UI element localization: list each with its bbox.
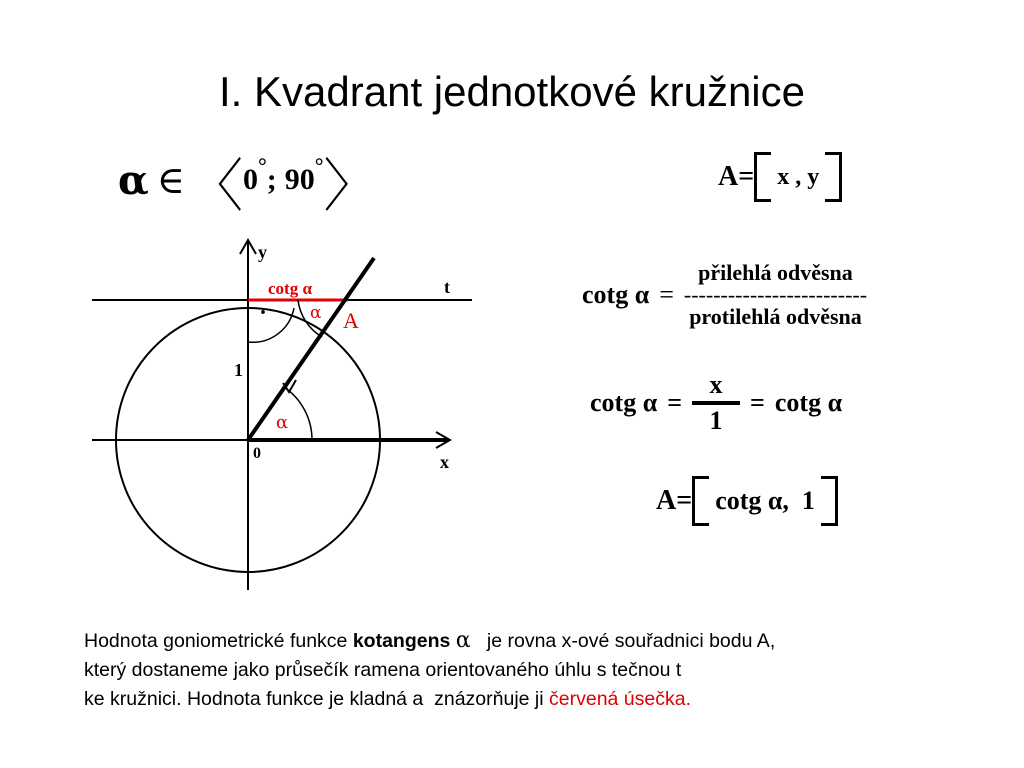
paragraph-text-3: ke kružnici. Hodnota funkce je kladná a znázorňuje ji xyxy=(84,688,550,710)
formula1-lhs: cotg α xyxy=(582,280,650,309)
unit-length-label: 1 xyxy=(234,360,243,380)
explanation-paragraph xyxy=(84,626,1004,714)
cotg-definition-formula xyxy=(582,262,867,328)
slide-title: I. Kvadrant jednotkové kružnice xyxy=(219,68,805,115)
cotg-value-formula xyxy=(590,372,842,434)
coord-bottom-content: cotg α, 1 xyxy=(715,486,815,515)
coord-prefix: A= xyxy=(718,161,755,192)
paragraph-line-1 xyxy=(84,626,1004,656)
formula2-numerator: x xyxy=(709,370,723,399)
origin-label: 0 xyxy=(253,445,261,462)
alpha-symbol: α xyxy=(118,156,149,204)
formula1-denominator: protilehlá odvěsna xyxy=(689,304,862,329)
formula2-equals-2: = xyxy=(750,388,765,417)
alpha-label-top: α xyxy=(310,303,322,323)
formula1-dashes: ------------------------- xyxy=(683,282,868,307)
formula1-numerator: přilehlá odvěsna xyxy=(698,260,853,285)
coord-content: x , y xyxy=(777,163,820,190)
right-angle-dot: · xyxy=(259,300,268,326)
degree-symbol-high: ° xyxy=(314,153,324,178)
formula2-rhs: cotg α xyxy=(774,388,843,417)
paragraph-alpha: α xyxy=(455,628,471,653)
red-segment-text: červená úsečka. xyxy=(549,688,692,710)
x-axis-label: x xyxy=(440,452,449,472)
interval-close-bracket: 〉 xyxy=(323,153,376,220)
point-a-label: A xyxy=(343,308,359,333)
formula1-fraction xyxy=(684,262,867,328)
paragraph-line-3 xyxy=(84,685,1004,714)
element-of-symbol: ∈ xyxy=(156,158,185,202)
formula1-equals: = xyxy=(659,280,674,309)
interval-high: 90 xyxy=(284,163,315,196)
point-a-coordinates-bottom xyxy=(656,476,838,526)
bracket-left-bottom xyxy=(692,476,709,526)
formula2-fraction xyxy=(692,372,740,434)
interval-separator: ; xyxy=(266,163,277,196)
paragraph-text-2: je rovna x-ové souřadnici bodu A, xyxy=(470,630,776,652)
angle-arc-bottom xyxy=(284,387,312,440)
formula2-fraction-bar xyxy=(692,401,740,405)
degree-symbol-low: ° xyxy=(257,153,267,178)
alpha-label-bottom: α xyxy=(276,412,289,433)
coord-bottom-prefix: A= xyxy=(656,485,693,516)
formula2-denominator: 1 xyxy=(709,406,723,435)
interval-low: 0 xyxy=(242,163,258,196)
paragraph-text-1: Hodnota goniometrické funkce xyxy=(84,630,353,652)
interval-open-bracket: 〈 xyxy=(190,153,243,220)
kotangens-bold: kotangens xyxy=(352,630,451,652)
cotg-label: cotg α xyxy=(268,279,312,298)
y-axis-label: y xyxy=(258,242,267,262)
bracket-right-bottom xyxy=(821,476,838,526)
formula2-equals-1: = xyxy=(667,388,683,417)
paragraph-line-2: který dostaneme jako průsečík ramena orientovaného úhlu s tečnou t xyxy=(84,659,682,681)
formula2-lhs: cotg α xyxy=(590,388,658,417)
tangent-label: t xyxy=(444,277,450,297)
